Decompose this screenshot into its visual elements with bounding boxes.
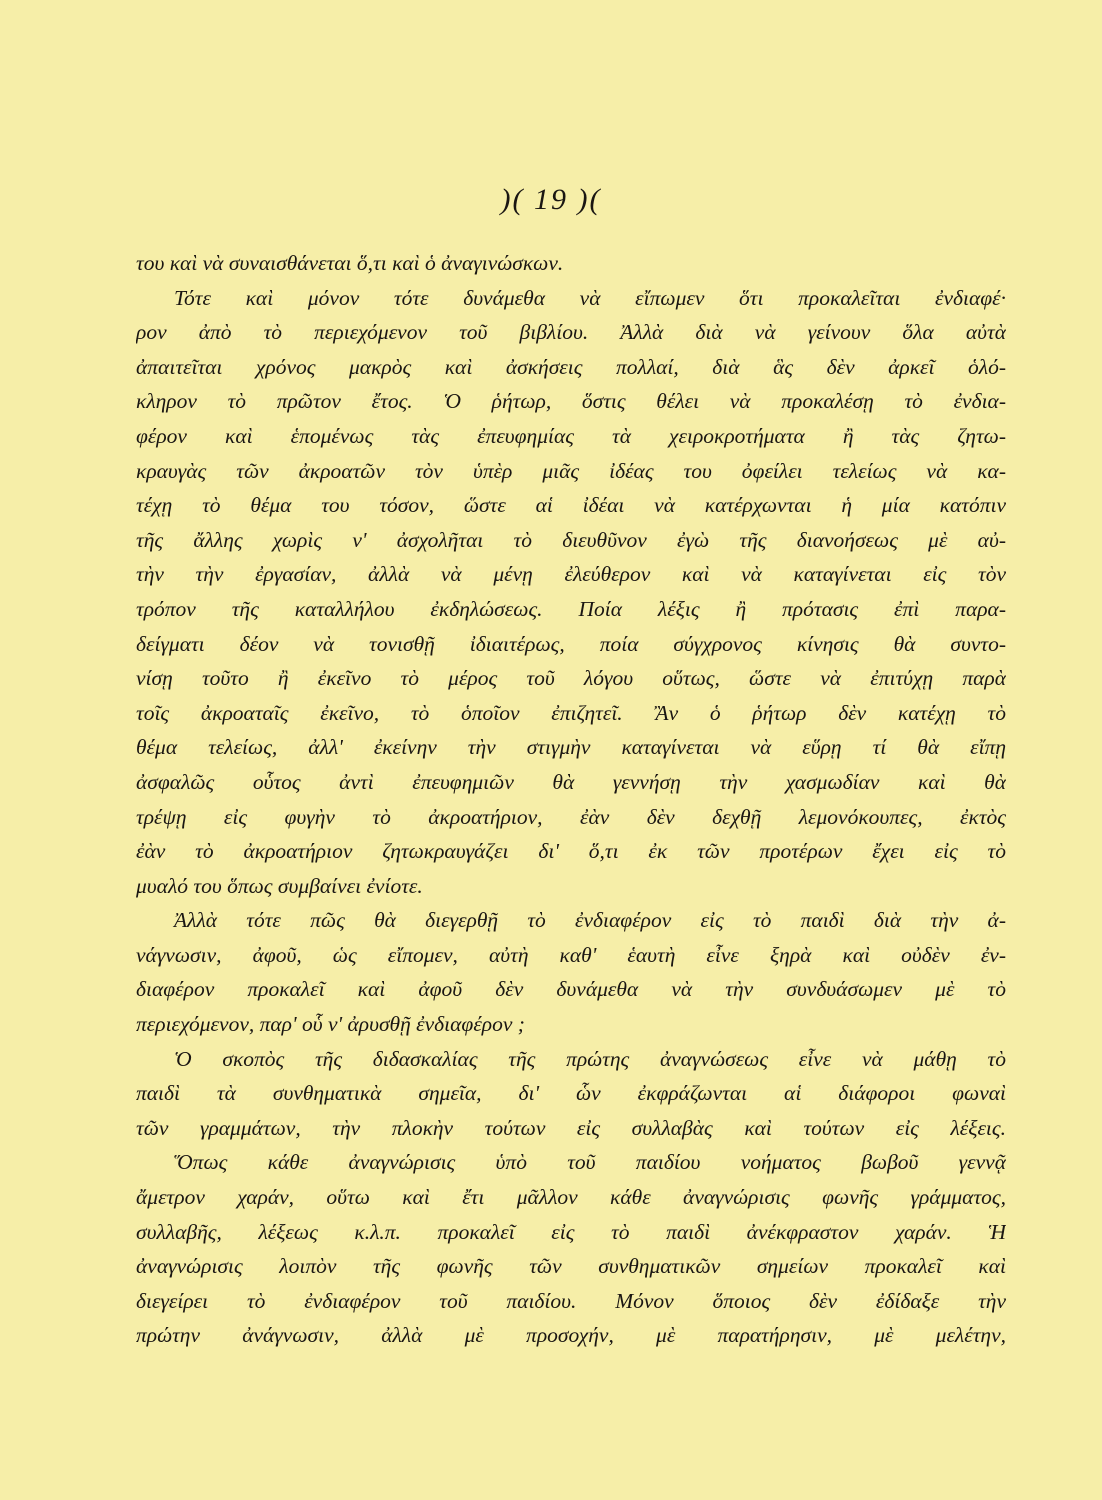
text-line: δείγματι δέον νὰ τονισθῇ ἰδιαιτέρως, ποία σύγχρονος κίνησις θὰ συντο- — [136, 631, 1006, 656]
text-line: τρέψῃ εἰς φυγὴν τὸ ἀκροατήριον, ἐὰν δὲν δεχθῇ λεμονόκουπες, ἐκτὸς — [136, 804, 1006, 829]
text-line: ἀναγνώρισις λοιπὸν τῆς φωνῆς τῶν συνθηματικῶν σημείων προκαλεῖ καὶ — [136, 1254, 1006, 1279]
text-line: συλλαβῆς, λέξεως κ.λ.π. προκαλεῖ εἰς τὸ παιδὶ ἀνέκφραστον χαράν. Ἡ — [136, 1219, 1006, 1244]
text-line: τρόπον τῆς καταλλήλου ἐκδηλώσεως. Ποία λέξις ἢ πρότασις ἐπὶ παρα- — [136, 596, 1006, 621]
text-line: του καὶ νὰ συναισθάνεται ὅ,τι καὶ ὁ ἀναγινώσκων. — [136, 251, 564, 275]
text-line: τέχῃ τὸ θέμα του τόσον, ὥστε αἱ ἰδέαι νὰ κατέρχωνται ἡ μία κατόπιν — [136, 493, 1006, 518]
text-line: διαφέρον προκαλεῖ καὶ ἀφοῦ δὲν δυνάμεθα νὰ τὴν συνδυάσωμεν μὲ τὸ — [136, 977, 1006, 1002]
text-line: ἄμετρον χαράν, οὕτω καὶ ἔτι μᾶλλον κάθε ἀναγνώρισις φωνῆς γράμματος, — [136, 1185, 1006, 1210]
text-line: φέρον καὶ ἑπομένως τὰς ἐπευφημίας τὰ χειροκροτήματα ἢ τὰς ζητω- — [136, 423, 1006, 448]
text-line: νάγνωσιν, ἀφοῦ, ὡς εἴπομεν, αὐτὴ καθ' ἑαυτὴ εἶνε ξηρὰ καὶ οὐδὲν ἐν- — [136, 942, 1006, 967]
text-line: κληρον τὸ πρῶτον ἔτος. Ὁ ῥήτωρ, ὅστις θέλει νὰ προκαλέσῃ τὸ ἐνδια- — [136, 389, 1006, 414]
text-line: Ὅπως κάθε ἀναγνώρισις ὑπὸ τοῦ παιδίου νοήματος βωβοῦ γεννᾷ — [174, 1150, 1006, 1175]
text-line: ἐὰν τὸ ἀκροατήριον ζητωκραυγάζει δι' ὅ,τι ἐκ τῶν προτέρων ἔχει εἰς τὸ — [136, 839, 1006, 864]
text-line: Ὁ σκοπὸς τῆς διδασκαλίας τῆς πρώτης ἀναγνώσεως εἶνε νὰ μάθῃ τὸ — [174, 1046, 1006, 1071]
text-line: μυαλό του ὅπως συμβαίνει ἐνίοτε. — [136, 873, 423, 898]
text-line: περιεχόμενον, παρ' οὗ ν' ἀρυσθῇ ἐνδιαφέρον ; — [136, 1012, 525, 1037]
text-line: Ἀλλὰ τότε πῶς θὰ διεγερθῇ τὸ ἐνδιαφέρον εἰς τὸ παιδὶ διὰ τὴν ἀ- — [174, 908, 1006, 933]
body-text — [136, 246, 1006, 1353]
page-number: )( 19 )( — [500, 183, 602, 216]
text-line: ἀσφαλῶς οὗτος ἀντὶ ἐπευφημιῶν θὰ γεννήσῃ τὴν χασμωδίαν καὶ θὰ — [136, 769, 1006, 794]
text-line: διεγείρει τὸ ἐνδιαφέρον τοῦ παιδίου. Μόνον ὅποιος δὲν ἐδίδαξε τὴν — [136, 1288, 1006, 1313]
text-line: ἀπαιτεῖται χρόνος μακρὸς καὶ ἀσκήσεις πολλαί, διὰ ἃς δὲν ἀρκεῖ ὁλό- — [136, 354, 1006, 379]
text-line: κραυγὰς τῶν ἀκροατῶν τὸν ὑπὲρ μιᾶς ἰδέας του ὀφείλει τελείως νὰ κα- — [136, 458, 1006, 483]
text-line: πρώτην ἀνάγνωσιν, ἀλλὰ μὲ προσοχήν, μὲ παρατήρησιν, μὲ μελέτην, — [136, 1323, 1006, 1348]
text-line: τῆς ἄλλης χωρὶς ν' ἀσχολῆται τὸ διευθῦνον ἐγὼ τῆς διανοήσεως μὲ αὐ- — [136, 527, 1006, 552]
text-line: Τότε καὶ μόνον τότε δυνάμεθα νὰ εἴπωμεν ὅτι προκαλεῖται ἐνδιαφέ· — [174, 285, 1006, 310]
text-line: τὴν τὴν ἐργασίαν, ἀλλὰ νὰ μένῃ ἐλεύθερον καὶ νὰ καταγίνεται εἰς τὸν — [136, 562, 1006, 587]
text-line: νίσῃ τοῦτο ἢ ἐκεῖνο τὸ μέρος τοῦ λόγου οὕτως, ὥστε νὰ ἐπιτύχῃ παρὰ — [136, 666, 1006, 691]
text-line: τοῖς ἀκροαταῖς ἐκεῖνο, τὸ ὁποῖον ἐπιζητεῖ. Ἂν ὁ ῥήτωρ δὲν κατέχῃ τὸ — [136, 700, 1006, 725]
text-line: τῶν γραμμάτων, τὴν πλοκὴν τούτων εἰς συλλαβὰς καὶ τούτων εἰς λέξεις. — [136, 1115, 1006, 1140]
text-line: θέμα τελείως, ἀλλ' ἐκείνην τὴν στιγμὴν καταγίνεται νὰ εὕρῃ τί θὰ εἴπῃ — [136, 735, 1006, 760]
text-line: ρον ἀπὸ τὸ περιεχόμενον τοῦ βιβλίου. Ἀλλὰ διὰ νὰ γείνουν ὅλα αὐτὰ — [136, 320, 1006, 345]
text-line: παιδὶ τὰ συνθηματικὰ σημεῖα, δι' ὧν ἐκφράζωνται αἱ διάφοροι φωναὶ — [136, 1081, 1006, 1106]
